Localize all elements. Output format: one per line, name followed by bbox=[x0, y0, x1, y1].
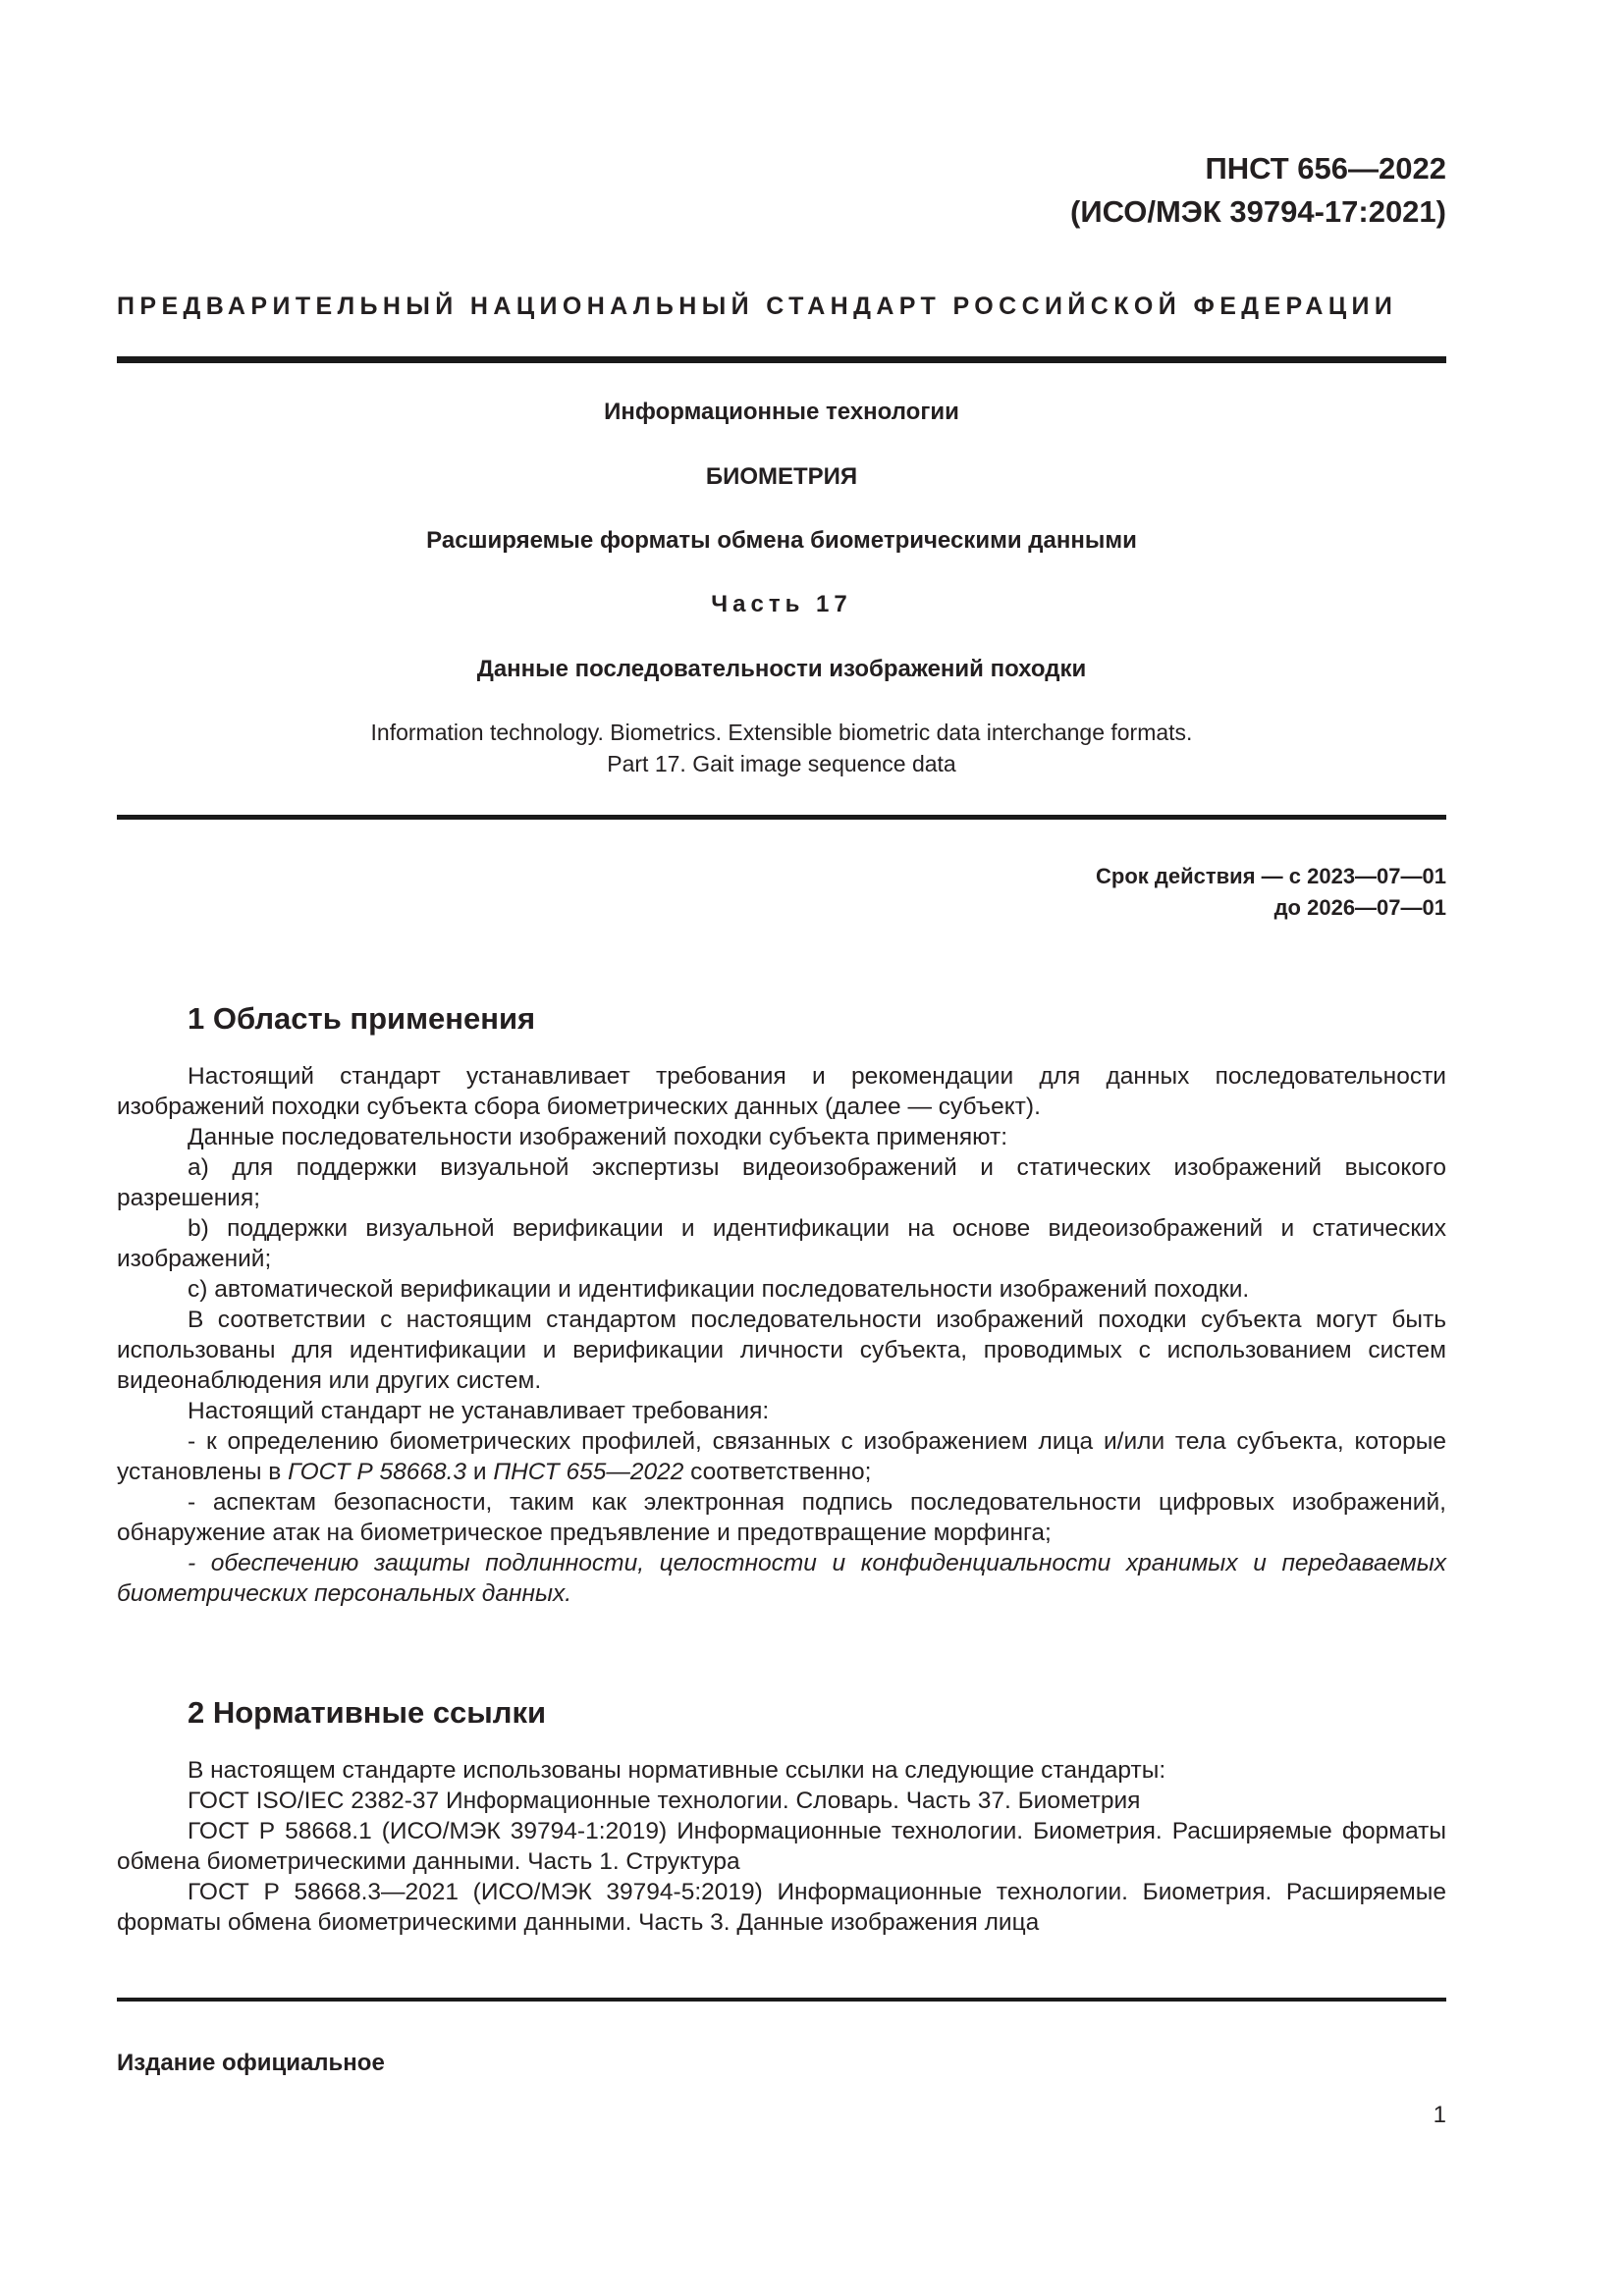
section-1-paragraph: В соответствии с настоящим стандартом последовательности изображений походки субъекта могут быть использованы для идентификации и верификации личности субъекта, проводимых с использованием систем видеонаблюдения или других систем. bbox=[117, 1307, 1446, 1394]
section-1-exclusion-item bbox=[117, 1426, 1446, 1487]
exclusion-text: и bbox=[466, 1459, 494, 1485]
title-line-5: Данные последовательности изображений походки bbox=[476, 656, 1087, 682]
iso-number: (ИСО/МЭК 39794-17:2021) bbox=[1070, 194, 1446, 229]
section-1-exclusion-item: - аспектам безопасности, таким как электронная подпись последовательности цифровых изображений, обнаружение атак на биометрическое предъявление и предотвращение морфинга; bbox=[117, 1489, 1446, 1546]
title-rule bbox=[117, 815, 1446, 820]
section-1-paragraph: Настоящий стандарт не устанавливает требования: bbox=[188, 1398, 770, 1424]
footer-rule bbox=[117, 1998, 1446, 2002]
section-1-paragraph: Данные последовательности изображений походки субъекта применяют: bbox=[188, 1124, 1008, 1150]
section-1-heading: 1 Область применения bbox=[188, 1001, 536, 1036]
section-1-list-item: c) автоматической верификации и идентификации последовательности изображений походки. bbox=[188, 1276, 1250, 1303]
title-part: Часть 17 bbox=[711, 591, 852, 617]
title-line-1: Информационные технологии bbox=[604, 399, 959, 425]
section-1-body bbox=[117, 1061, 1446, 1609]
document-number-block bbox=[1070, 147, 1446, 234]
page-number: 1 bbox=[1433, 2102, 1446, 2128]
title-line-2: БИОМЕТРИЯ bbox=[705, 463, 858, 490]
section-2-paragraph: В настоящем стандарте использованы нормативные ссылки на следующие стандарты: bbox=[188, 1757, 1166, 1784]
top-rule bbox=[117, 356, 1446, 363]
normative-reference: ГОСТ Р 58668.1 (ИСО/МЭК 39794-1:2019) Информационные технологии. Биометрия. Расширяемые форматы обмена биометрическими данными. Часть 1. Структура bbox=[117, 1818, 1446, 1875]
validity-from: Срок действия — с 2023—07—01 bbox=[1096, 864, 1446, 888]
section-2-body bbox=[117, 1755, 1446, 1938]
title-english-line-1: Information technology. Biometrics. Extensible biometric data interchange formats. bbox=[370, 720, 1193, 745]
validity-block bbox=[1096, 861, 1446, 924]
section-2-heading: 2 Нормативные ссылки bbox=[188, 1695, 547, 1730]
standard-reference: ПНСТ 655—2022 bbox=[493, 1459, 684, 1485]
title-english bbox=[117, 717, 1446, 779]
doc-number: ПНСТ 656—2022 bbox=[1205, 151, 1446, 186]
title-line-3: Расширяемые форматы обмена биометрическими данными bbox=[426, 527, 1137, 554]
section-1-list-item: a) для поддержки визуальной экспертизы видеоизображений и статических изображений высокого разрешения; bbox=[117, 1154, 1446, 1211]
exclusion-text: - к определению биометрических профилей, связанных с изображением лица и/или тела субъекта, которые установлены в bbox=[117, 1428, 1446, 1485]
standard-banner: ПРЕДВАРИТЕЛЬНЫЙ НАЦИОНАЛЬНЫЙ СТАНДАРТ РОССИЙСКОЙ ФЕДЕРАЦИИ bbox=[117, 293, 1398, 320]
section-1-paragraph: Настоящий стандарт устанавливает требования и рекомендации для данных последовательности изображений походки субъекта сбора биометрических данных (далее — субъект). bbox=[117, 1063, 1446, 1120]
normative-reference: ГОСТ Р 58668.3—2021 (ИСО/МЭК 39794-5:2019) Информационные технологии. Биометрия. Расширяемые форматы обмена биометрическими данными. Часть 3. Данные изображения лица bbox=[117, 1879, 1446, 1936]
section-1-list-item: b) поддержки визуальной верификации и идентификации на основе видеоизображений и статических изображений; bbox=[117, 1215, 1446, 1272]
validity-to: до 2026—07—01 bbox=[1273, 895, 1446, 920]
normative-reference: ГОСТ ISO/IEC 2382-37 Информационные технологии. Словарь. Часть 37. Биометрия bbox=[188, 1788, 1141, 1814]
official-edition-label: Издание официальное bbox=[117, 2050, 385, 2076]
exclusion-text: соответственно; bbox=[683, 1459, 872, 1485]
section-1-exclusion-item: - обеспечению защиты подлинности, целостности и конфиденциальности хранимых и передаваемых биометрических персональных данных. bbox=[117, 1550, 1446, 1607]
title-english-line-2: Part 17. Gait image sequence data bbox=[607, 751, 956, 776]
standard-reference: ГОСТ Р 58668.3 bbox=[288, 1459, 467, 1485]
